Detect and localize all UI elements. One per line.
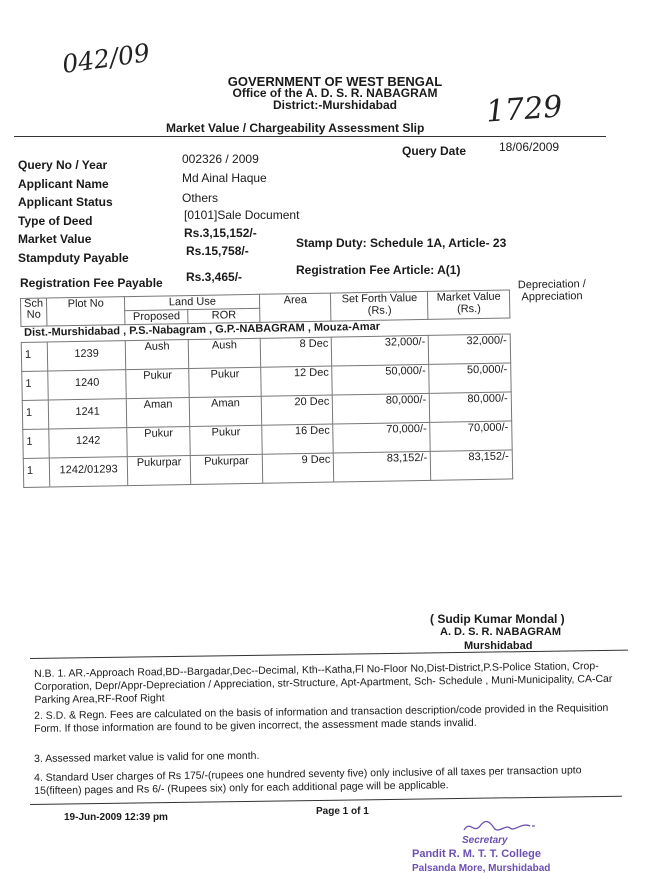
cell-sch: 1 xyxy=(23,458,49,487)
page-number: Page 1 of 1 xyxy=(316,806,369,817)
note-3: 3. Assessed market value is valid for one month. xyxy=(34,749,260,765)
col-sch-no: Sch No xyxy=(20,298,46,326)
applicant-name-value: Md Ainal Haque xyxy=(182,171,267,185)
cell-market: 32,000/- xyxy=(429,334,511,364)
market-value-label: Market Value xyxy=(18,232,92,246)
office-title: Office of the A. D. S. R. NABAGRAM xyxy=(232,86,438,100)
col-depreciation: Depreciation / Appreciation xyxy=(517,278,586,304)
cell-proposed: Aman xyxy=(127,398,190,428)
stampduty-label: Stampduty Payable xyxy=(18,251,129,265)
applicant-status-value: Others xyxy=(182,191,219,205)
cell-market: 50,000/- xyxy=(429,363,511,393)
query-date-value: 18/06/2009 xyxy=(499,140,560,154)
cell-set-forth: 83,152/- xyxy=(334,451,431,482)
cell-sch: 1 xyxy=(21,342,47,371)
cell-sch: 1 xyxy=(22,400,48,429)
col-ror: ROR xyxy=(188,308,260,323)
print-timestamp: 19-Jun-2009 12:39 pm xyxy=(64,812,168,823)
stampduty-value: Rs.15,758/- xyxy=(186,244,249,258)
query-value: 002326 / 2009 xyxy=(182,152,259,166)
cell-sch: 1 xyxy=(22,371,48,400)
signatory-office: A. D. S. R. NABAGRAM xyxy=(440,626,561,638)
query-date-label: Query Date xyxy=(402,144,467,158)
applicant-status-label: Applicant Status xyxy=(18,195,113,209)
cell-area: 8 Dec xyxy=(260,337,332,367)
cell-plot: 1241 xyxy=(48,399,127,429)
cell-ror: Pukur xyxy=(189,367,262,397)
stamp-address: Palsanda More, Murshidabad xyxy=(412,863,551,874)
cell-market: 83,152/- xyxy=(431,450,513,480)
cell-plot: 1240 xyxy=(48,370,127,400)
cell-market: 70,000/- xyxy=(430,421,512,451)
cell-area: 20 Dec xyxy=(261,395,333,425)
cell-area: 12 Dec xyxy=(261,366,333,396)
deed-type-value: [0101]Sale Document xyxy=(184,208,300,222)
cell-market: 80,000/- xyxy=(430,392,512,422)
registration-fee-value: Rs.3,465/- xyxy=(186,270,243,284)
registration-fee-label: Registration Fee Payable xyxy=(20,276,163,290)
col-proposed: Proposed xyxy=(125,310,188,325)
cell-set-forth: 32,000/- xyxy=(332,335,429,366)
cell-area: 16 Dec xyxy=(262,424,334,454)
col-area: Area xyxy=(260,293,332,322)
handwritten-number: 1729 xyxy=(484,89,564,130)
note-1: N.B. 1. AR.-Approach Road,BD--Bargadar,Dec--Decimal, Kth--Katha,Fl No-Floor No,Dist-District,P.S-Police Station, Crop-Corporation, Depr/Appr-Depreciation / Appreciation, str-Structure, Apt-Apartment, Sch- Schedule , Muni-Municipality, CA-Car Parking Area,RF-Roof Right xyxy=(34,660,613,706)
cell-set-forth: 80,000/- xyxy=(333,393,430,424)
cell-sch: 1 xyxy=(23,429,49,458)
cell-ror: Aush xyxy=(188,338,261,368)
note-2: 2. S.D. & Regn. Fees are calculated on the basis of information and transaction description/code provided in the Requisition Form. If those information are found to be given incorrect, the assessment made stands invalid. xyxy=(34,701,609,735)
col-set-forth-value: Set Forth Value (Rs.) xyxy=(331,291,428,321)
cell-set-forth: 70,000/- xyxy=(333,422,430,453)
col-market-value: Market Value (Rs.) xyxy=(428,290,510,319)
cell-ror: Aman xyxy=(189,396,262,426)
stamp-secretary: Secretary xyxy=(462,835,508,846)
plot-table xyxy=(20,289,513,488)
cell-proposed: Pukurpar xyxy=(128,456,191,486)
col-land-use: Land Use xyxy=(125,294,260,310)
cell-ror: Pukurpar xyxy=(190,454,263,484)
cell-area: 9 Dec xyxy=(262,453,334,483)
note-4: 4. Standard User charges of Rs 175/-(rupees one hundred seventy five) only inclusive of all taxes per transaction upto 15(fifteen) pages and Rs 6/- (Rupees six) only for each additional page will be applicable. xyxy=(34,764,582,797)
stamp-duty-article: Stamp Duty: Schedule 1A, Article- 23 xyxy=(296,236,507,250)
applicant-name-label: Applicant Name xyxy=(18,177,109,191)
cell-ror: Pukur xyxy=(190,425,263,455)
cell-proposed: Pukur xyxy=(127,427,190,457)
signatory-district: Murshidabad xyxy=(464,640,533,652)
government-title: GOVERNMENT OF WEST BENGAL xyxy=(227,74,443,89)
col-plot-no: Plot No xyxy=(46,297,125,326)
handwritten-reference: 042/09 xyxy=(60,38,152,79)
stamp-college: Pandit R. M. T. T. College xyxy=(412,848,541,860)
query-label: Query No / Year xyxy=(18,158,108,172)
cell-set-forth: 50,000/- xyxy=(332,364,429,395)
market-value-value: Rs.3,15,152/- xyxy=(184,226,257,240)
cell-proposed: Aush xyxy=(126,340,189,370)
cell-proposed: Pukur xyxy=(126,369,189,399)
cell-plot: 1242 xyxy=(49,428,128,458)
cell-plot: 1242/01293 xyxy=(49,457,128,487)
cell-plot: 1239 xyxy=(47,341,126,371)
slip-title: Market Value / Chargeability Assessment Slip xyxy=(166,121,425,135)
district-title: District:-Murshidabad xyxy=(272,98,397,112)
registration-fee-article: Registration Fee Article: A(1) xyxy=(296,263,461,277)
location-row: Dist.-Murshidabad , P.S.-Nabagram , G.P.-NABAGRAM , Mouza-Amar xyxy=(21,318,510,343)
deed-type-label: Type of Deed xyxy=(18,214,93,228)
signatory-name: ( Sudip Kumar Mondal ) xyxy=(430,612,565,626)
